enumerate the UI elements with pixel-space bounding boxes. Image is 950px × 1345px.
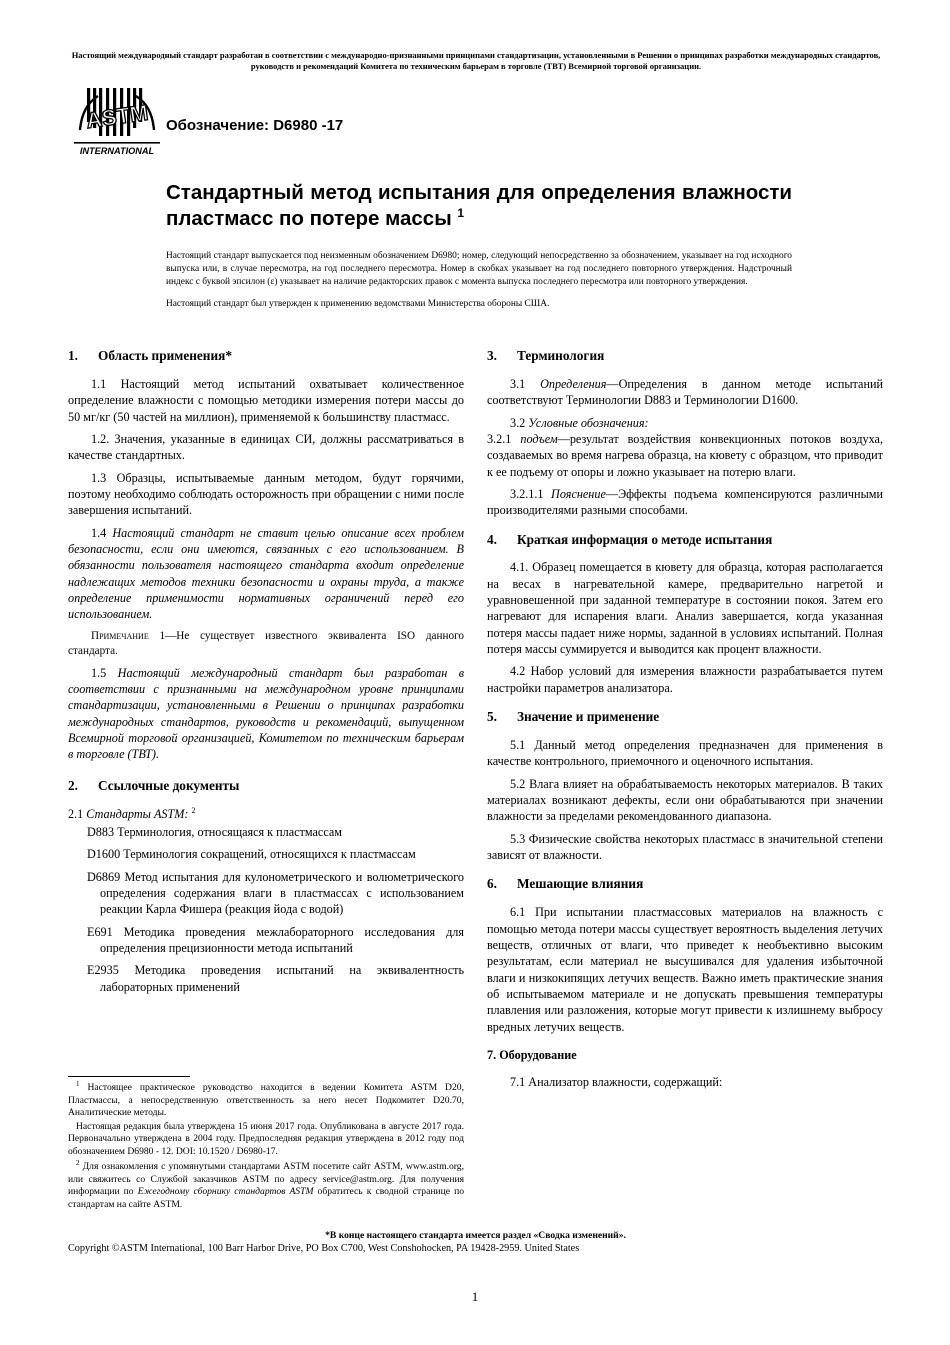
paragraph: 6.1 При испытании пластмассовых материалов на влажность с помощью метода потери массы существует вероятность выделения летучих веществ, отличных от влаги, что приведет к необъективно высоким результатам, если материал не высушивался для удаления избыточной влаги и низкокипящих летучих веществ. Важно иметь практические знания об испытываемом материале и не допускать превышения температуры плавления или разложения, которые могут привести к излишнему выбросу вредных летучих веществ. [487,905,883,1034]
note: Примечание 1—Не существует известного эквивалента ISO данного стандарта. [68,629,464,657]
paragraph: 1.3 Образцы, испытываемые данным методом, будут горячими, поэтому необходимо соблюдать осторожность при обращении с ними после завершения испытаний. [68,470,464,518]
footnote-divider [68,1076,190,1077]
paragraph: 1.5 Настоящий международный стандарт был разработан в соответствии с признанными на международном уровне принципами стандартизации, установленными в Решении о принципах разработки международных стандартов, руководств и рекомендаций, выпущенном Всемирной торговой организацией, Комитетом по техническим барьерам в торговле (ТВТ). [68,665,465,762]
footnote: $^2$ Для ознакомления с упомянутыми стандартами ASTM посетите сайт ASTM, www.astm.org, или свяжитесь со Службой заказчиков ASTM по адресу service@astm.org. Для получения информации по Ежегодному сборнику стандартов ASTM обратитесь к сводной странице по стандартам на сайте ASTM. [68,1159,464,1210]
page-number: 1 [471,1289,479,1304]
summary-of-changes-note: *В конце настоящего стандарта имеется раздел «Сводка изменений». [325,1230,626,1241]
reference-list [87,824,464,995]
paragraph: 3.1 Определения—Определения в данном методе испытаний соответствуют Терминологии D883 и Терминологии D1600. [487,376,884,408]
intro-block [166,250,792,320]
paragraph: 3.2 Условные обозначения: [510,415,649,430]
paragraph: 5.3 Физические свойства некоторых пластмасс в значительной степени зависят от влажности. [487,831,883,862]
intro-paragraph: Настоящий стандарт выпускается под неизменным обозначением D6980; номер, следующий непосредственно за обозначением, указывает на год исходного выпуска или, в случае пересмотра, на год последнего пересмотра. Номер в скобках указывает на год последнего повторного утверждения. Надстрочный индекс с буквой эпсилон (ε) указывает на наличие редакторских правок с момента выпуска последнего пересмотра или повторного утверждения. [166,251,792,287]
section-heading: 1. Область применения* [68,348,232,363]
copyright: Copyright ©ASTM International, 100 Barr Harbor Drive, PO Box C700, West Conshohocken, PA 19428-2959. United States [68,1243,580,1254]
paragraph: 1.2. Значения, указанные в единицах СИ, должны рассматриваться в качестве стандартных. [68,431,464,463]
section-heading: 6. Мешающие влияния [487,876,644,892]
title-footnote-marker: 1 [457,206,465,221]
section-heading: 5. Значение и применение [487,709,660,725]
section-heading: 2. Ссылочные документы [68,777,240,793]
logo-text-astm: ASTM [84,99,150,134]
paragraph: 5.2 Влага влияет на обрабатываемость некоторых материалов. В таких материалах возникают дефекты, если они обрабатываются при значении влажности за пределами рекомендованного диапазона. [487,776,883,824]
paragraph: 5.1 Данный метод определения предназначен для применения в качестве контрольного, приемочного и оценочного испытания. [487,737,883,769]
paragraph: 4.2 Набор условий для измерения влажности разрабатывается путем настройки параметров анализатора. [487,664,883,695]
right-column [487,347,883,1097]
paragraph: 2.1 Стандарты ASTM: $^2$ [68,805,196,821]
paragraph: 1.4 Настоящий стандарт не ставит целью описание всех проблем безопасности, если они имеются, связанных с его использованием. В обязанности пользователя настоящего стандарта входит определение надлежащих методов техники безопасности и охраны труда, а также определение применимости нормативных ограничений перед его использованием. [68,525,464,622]
paragraph: 3.2.1.1 Пояснение—Эффекты подъема компенсируются различными производителями разными способами. [487,486,884,518]
top-note: Настоящий международный стандарт разработан в соответствии с международно-признанными принципами стандартизации, установленными в Решении о принципах разработки международных стандартов, руководств и рекомендаций Комитета по техническим барьерам в торговле (ТВТ) Всемирной торговой организации. [71,50,881,72]
paragraph: 1.1 Настоящий метод испытаний охватывает количественное определение влажности с помощью методики измерения потери массы до 50 мг/кг (50 частей на миллион), применяемой к большинству пластмасс. [68,376,464,424]
reference-item: E691 Методика проведения межлабораторного исследования для определения прецизионности метода испытаний [87,924,464,955]
section-heading: 7. Оборудование [487,1047,577,1062]
logo-text-international: INTERNATIONAL [79,146,155,156]
paragraph: 3.2.1 подъем—результат воздействия конвекционных потоков воздуха, создаваемых во время нагрева образца, на кювету с образцом, что приводит к ее подъему от опоры и ложно указывает на потерю влаги. [487,431,884,479]
footnote: Настоящая редакция была утверждена 15 июня 2017 года. Опубликована в августе 2017 года. Первоначально утверждена в 2004 году. Предпоследняя редакция утверждена в 2012 году под обозначением D6980 - 12. DOI: 10.1520 / D6980-17. [68,1120,464,1157]
reference-item: E2935 Методика проведения испытаний на эквивалентность лабораторных применений [87,963,464,994]
intro-paragraph: Настоящий стандарт был утвержден к применению ведомствами Министерства обороны США. [166,298,550,309]
paragraph: 4.1. Образец помещается в кювету для образца, которая располагается на весах в нагревательной камере, предварительно нагретой и уравновешенной при заданной температуре в состоянии покоя. Затем его нагревают для испарения влаги. Анализ завершается, когда указанная потеря массы падает ниже нормы, заданной в условиях испытаний. Полная потеря массы суммируется и выводится как процент влажности. [487,560,883,657]
left-column [68,347,464,1001]
paragraph: 7.1 Анализатор влажности, содержащий: [510,1075,723,1090]
reference-item: D1600 Терминология сокращений, относящихся к пластмассам [87,847,416,862]
footnotes [68,1080,464,1212]
designation: Обозначение: D6980 -17 [166,117,344,134]
footnote: $^1$ Настоящее практическое руководство находится в ведении Комитета ASTM D20, Пластмассы, а непосредственную ответственность за него несет Подкомитет D20.70, Аналитические методы. [68,1080,464,1119]
astm-international-logo [74,86,160,156]
reference-item: D6869 Метод испытания для кулонометрического и волюметрического определения содержания влаги в пластмассах с использованием реакции Карла Фишера (реакция йода с водой) [87,869,464,917]
page-title: Стандартный метод испытания для определения влажности пластмасс по потере массы $^1$ [166,181,792,231]
section-heading: 3. Терминология [487,348,605,363]
reference-item: D883 Терминология, относящаяся к пластмассам [87,824,343,839]
section-heading: 4. Краткая информация о методе испытания [487,531,773,547]
